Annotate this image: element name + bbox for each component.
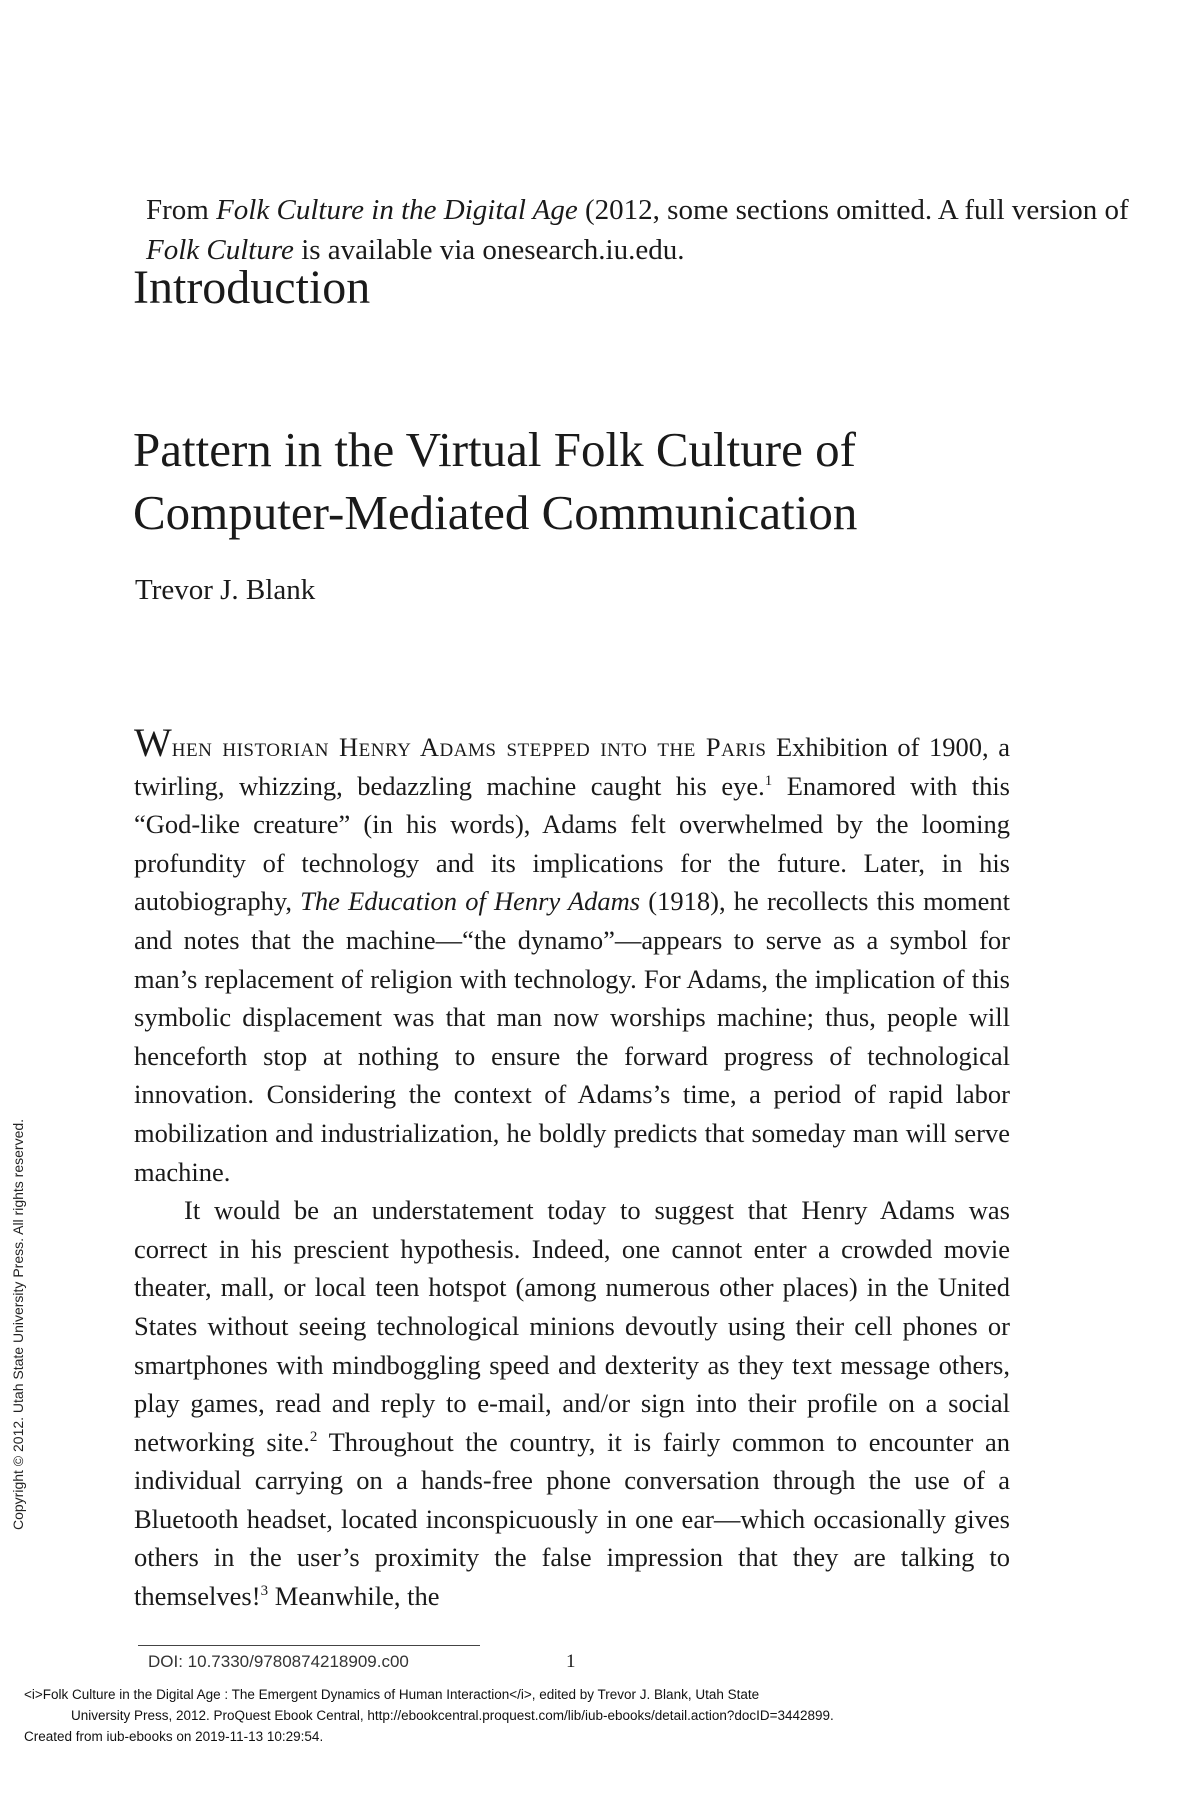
chapter-title-line-1: Pattern in the Virtual Folk Culture of [133, 422, 856, 477]
note-short-title: Folk Culture [146, 234, 294, 266]
paragraph-2-text-b: Throughout the country, it is fairly common to encounter an individual carrying on a hands-free phone conversation through the use of a Bluetooth headset, located inconspicuously in one ear—which occasionally gives others in the user’s proximity the false impression that they are talking to themselves! [134, 1426, 1010, 1612]
footnote-ref-3[interactable]: 3 [260, 1583, 269, 1600]
note-prefix: From [146, 194, 217, 226]
paragraph-1-text-c: (1918), he recollects this moment and notes that the machine—“the dynamo”—appears to serve as a symbol for man’s replacement of religion with technology. For Adams, the implication of this symbolic displacement was that man now worships machine; thus, people will henceforth stop at nothing to ensure the forward progress of technological innovation. Considering the context of Adams’s time, a period of rapid labor mobilization and industrialization, he boldly predicts that someday man will serve machine. [134, 886, 1011, 1187]
page-number: 1 [566, 1651, 576, 1672]
chapter-title [133, 418, 1033, 544]
source-line-1: <i>Folk Culture in the Digital Age : The Emergent Dynamics of Human Interaction</i>, edited by Trevor J. Blank, Utah State [24, 1687, 760, 1702]
body-text [134, 720, 1011, 1616]
doi-label: DOI: 10.7330/9780874218909.c00 [148, 1652, 409, 1671]
paragraph-2 [134, 1191, 1010, 1616]
paragraph-2-text-a: It would be an understatement today to suggest that Henry Adams was correct in his prescient hypothesis. Indeed, one cannot enter a crowded movie theater, mall, or local teen hotspot (among numerous other places) in the United States without seeing technological minions devoutly using their cell phones or smartphones with mindboggling speed and dexterity as they text message others, play games, read and reply to e-mail, and/or sign into their profile on a social networking site. [134, 1195, 1010, 1457]
section-heading: Introduction [133, 261, 371, 314]
chapter-title-line-2: Computer-Mediated Communication [133, 485, 858, 540]
source-citation [24, 1684, 1174, 1747]
cited-book-title: The Education of Henry Adams [300, 886, 641, 917]
paragraph-2-text-c: Meanwhile, the [268, 1581, 440, 1612]
note-suffix: is available via onesearch.iu.edu. [293, 234, 685, 266]
footnote-ref-2[interactable]: 2 [309, 1428, 318, 1445]
side-copyright-notice: Copyright © 2012. Utah State University Press. All rights reserved. [10, 1118, 26, 1530]
paragraph-1-text-a: Exhibition of 1900, a twirling, whizzing, bedazzling machine caught his eye. [134, 732, 1010, 801]
paragraph-1-text-b: Enamored with this “God-like creature” (in his words), Adams felt overwhelmed by the looming profundity of technology and its implications for the future. Later, in his autobiography, [134, 770, 1010, 917]
footer-divider [138, 1645, 480, 1646]
opening-small-caps: hen historian Henry Adams stepped into the Paris [171, 732, 767, 762]
source-line-2: University Press, 2012. ProQuest Ebook Central, http://ebookcentral.proquest.com/lib/iub-ebooks/detail.action?docID=3442899. [71, 1708, 834, 1723]
drop-cap: W [134, 720, 172, 765]
footnote-ref-1[interactable]: 1 [764, 772, 773, 789]
paragraph-1 [134, 720, 1011, 1191]
note-book-title: Folk Culture in the Digital Age [216, 194, 578, 226]
note-middle: (2012, some sections omitted. A full version of [577, 194, 1129, 226]
author-name: Trevor J. Blank [135, 574, 316, 606]
source-line-3: Created from iub-ebooks on 2019-11-13 10:29:54. [24, 1729, 324, 1744]
